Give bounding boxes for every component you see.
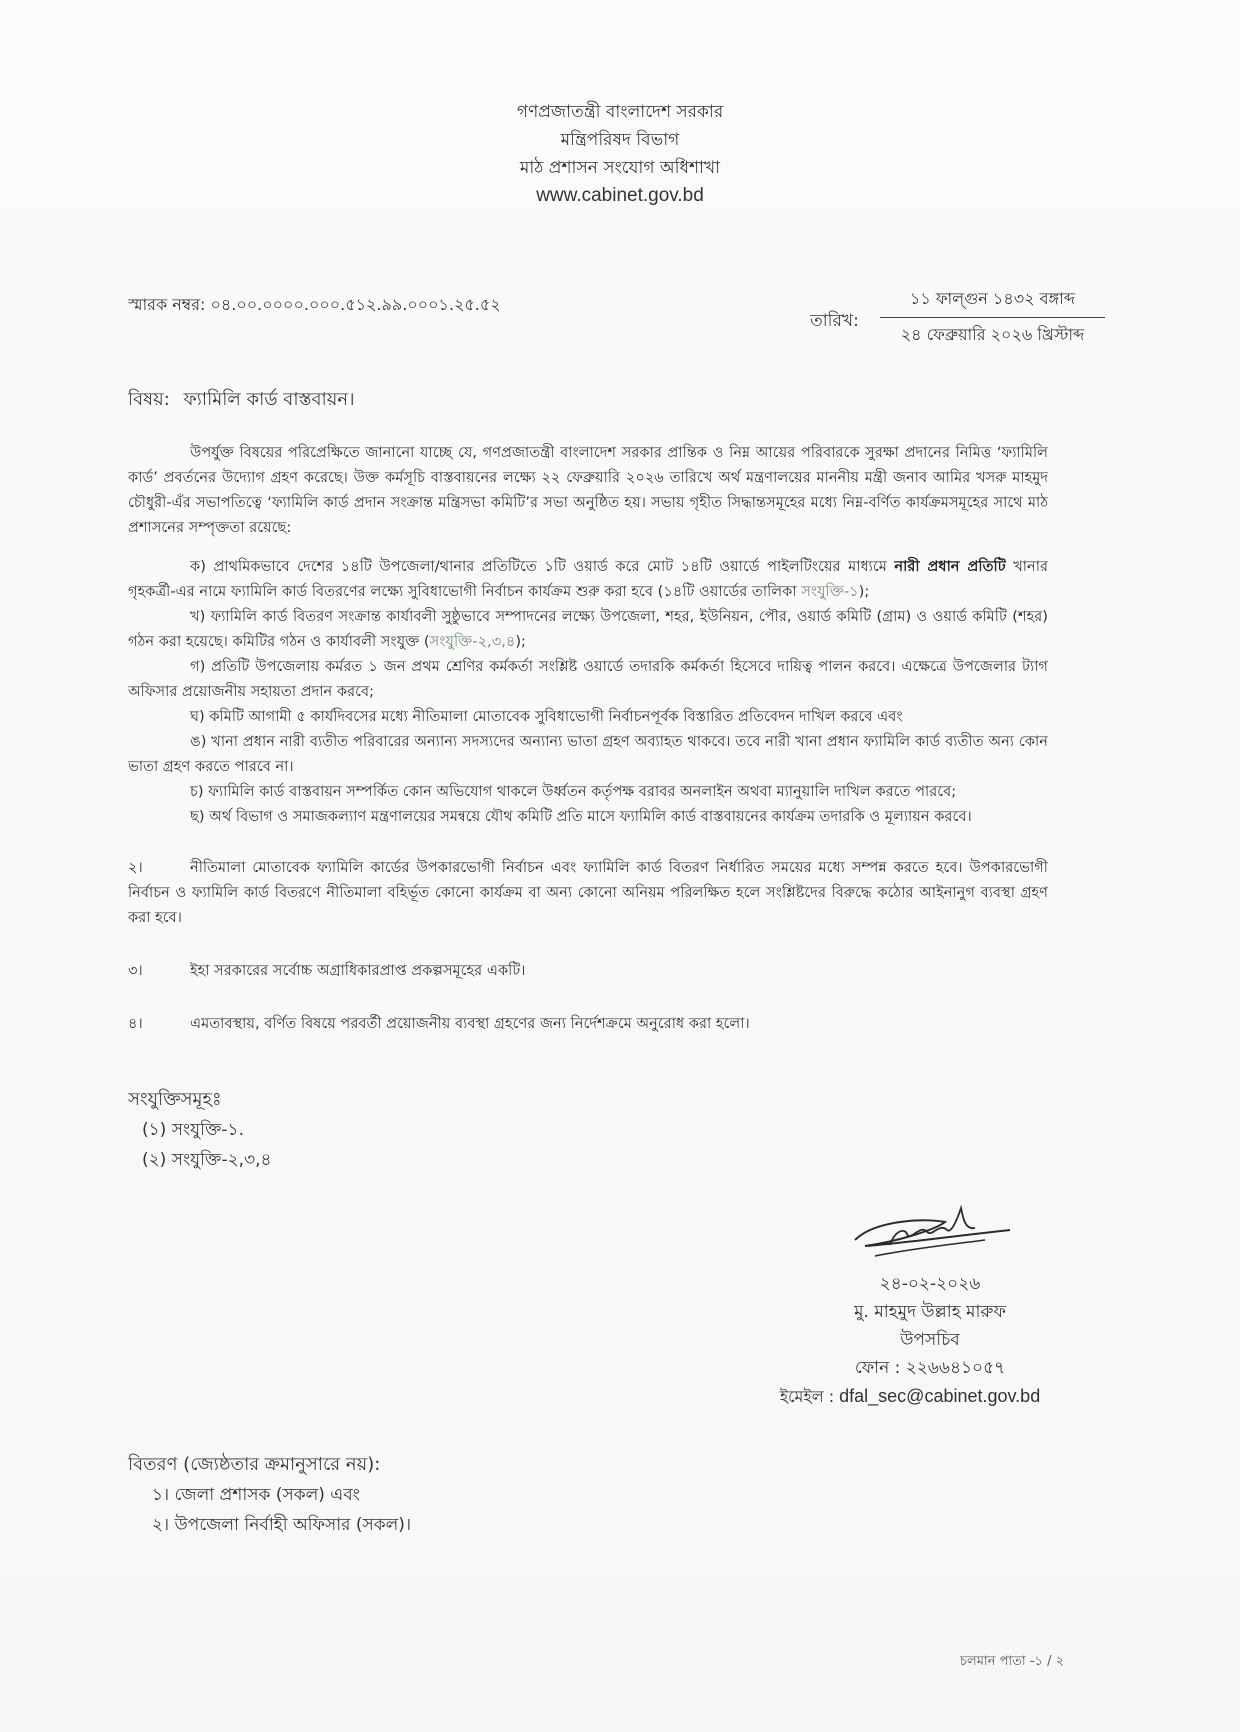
action-item: গ) প্রতিটি উপজেলায় কর্মরত ১ জন প্রথম শ্রেণির কর্মকর্তা সংশ্লিষ্ট ওয়ার্ডে তদারকি কর্মকর্তা হিসেবে দায়িত্ব পালন করবে। এক্ষেত্রে উপজেলার ট্যাগ অফিসার প্রয়োজনীয় সহায়তা প্রদান করবে; — [128, 658, 1048, 700]
subject-line — [128, 385, 355, 416]
attachments-section — [128, 1085, 272, 1175]
date-values — [880, 286, 1105, 349]
memo-number-row — [128, 292, 501, 319]
attachment-reference: সংযুক্তি-২,৩,৪ — [429, 633, 516, 650]
item-text: খ) ফ্যামিলি কার্ড বিতরণ সংক্রান্ত কার্যাবলী সুষ্ঠুভাবে সম্পাদনের লক্ষ্যে উপজেলা, শহর, ইউনিয়ন, পৌর, ওয়ার্ড কমিটি (গ্রাম) ও ওয়ার্ড কমিটি (শহর) গঠন করা হয়েছে। কমিটির গঠন ও কার্যাবলী সংযুক্ত ( — [128, 608, 1048, 650]
numbered-paragraph-4 — [128, 1011, 1048, 1036]
paragraph-number: ৪। — [128, 1015, 143, 1032]
paragraph-text: এমতাবস্থায়, বর্ণিত বিষয়ে পরবর্তী প্রয়োজনীয় ব্যবস্থা গ্রহণের জন্য নির্দেশক্রমে অনুরোধ করা হলো। — [190, 1015, 750, 1032]
action-item: চ) ফ্যামিলি কার্ড বাস্তবায়ন সম্পর্কিত কোন অভিযোগ থাকলে উর্ধ্বতন কর্তৃপক্ষ বরাবর অনলাইন অথবা ম্যানুয়ালি দাখিল করতে পারবে; — [190, 783, 957, 800]
email-line — [720, 1382, 1100, 1411]
date-label: তারিখ: — [810, 311, 859, 331]
subject-text: ফ্যামিলি কার্ড বাস্তবায়ন। — [183, 389, 355, 410]
distribution-section — [128, 1450, 411, 1540]
email-label: ইমেইল : — [779, 1387, 835, 1406]
email-address[interactable]: dfal_sec@cabinet.gov.bd — [839, 1386, 1041, 1406]
paragraph-text: ইহা সরকারের সর্বোচ্চ অগ্রাধিকারপ্রাপ্ত প্রকল্পসমূহের একটি। — [190, 962, 526, 979]
distribution-item: ২। উপজেলা নির্বাহী অফিসার (সকল)। — [152, 1515, 412, 1535]
letterhead — [0, 98, 1240, 210]
signature-block — [760, 1200, 1100, 1411]
signatory-designation: উপসচিব — [900, 1330, 960, 1350]
phone-line — [760, 1354, 1100, 1382]
signature-date: ২৪-০২-২০২৬ — [879, 1274, 981, 1294]
handwritten-signature-icon — [835, 1200, 1025, 1264]
action-item: ঙ) খানা প্রধান নারী ব্যতীত পরিবারের অন্যান্য সদস্যদের অন্যান্য ভাতা গ্রহণ অব্যাহত থাকবে। তবে নারী খানা প্রধান ফ্যামিলি কার্ড ব্যতীত অন্য কোন ভাতা গ্রহণ করতে পারবে না। — [128, 733, 1048, 775]
branch-name: মাঠ প্রশাসন সংযোগ অধিশাখা — [519, 158, 721, 178]
action-item: ঘ) কমিটি আগামী ৫ কার্যদিবসের মধ্যে নীতিমালা মোতাবেক সুবিধাভোগী নির্বাচনপূর্বক বিস্তারিত প্রতিবেদন দাখিল করবে এবং — [190, 708, 903, 725]
item-text: ); — [515, 633, 526, 650]
phone-label: ফোন : — [854, 1358, 901, 1378]
intro-paragraph: উপর্যুক্ত বিষয়ের পরিপ্রেক্ষিতে জানানো যাচ্ছে যে, গণপ্রজাতন্ত্রী বাংলাদেশ সরকার প্রান্তিক ও নিম্ন আয়ের পরিবারকে সুরক্ষা প্রদানের নিমিত্ত ‘ফ্যামিলি কার্ড’ প্রবর্তনের উদ্যোগ গ্রহণ করেছে। উক্ত কর্মসূচি বাস্তবায়নের লক্ষ্যে ২২ ফেব্রুয়ারি ২০২৬ তারিখে অর্থ মন্ত্রণালয়ের মাননীয় মন্ত্রী জনাব আমির খসরু মাহমুদ চৌধুরী-এঁর সভাপতিত্বে ‘ফ্যামিলি কার্ড প্রদান সংক্রান্ত মন্ত্রিসভা কমিটি’র সভা অনুষ্ঠিত হয়। সভায় গৃহীত সিদ্ধান্তসমূহের মধ্যে নিম্ন-বর্ণিত কার্যক্রমসমূহের সাথে মাঠ প্রশাসনের সম্পৃক্ততা রয়েছে: — [128, 444, 1048, 536]
action-item — [128, 604, 1048, 654]
bangla-date: ১১ ফাল্গুন ১৪৩২ বঙ্গাব্দ — [880, 286, 1105, 318]
item-text: খানার গৃহকর্ত্রী-এর নামে ফ্যামিলি কার্ড বিতরণের লক্ষ্যে সুবিধাভোগী নির্বাচন কার্যক্রম শুরু করা হবে (১৪টি ওয়ার্ডের তালিকা — [128, 558, 1048, 600]
attachments-heading: সংযুক্তিসমূহঃ — [128, 1089, 222, 1110]
numbered-paragraph-2 — [128, 855, 1048, 930]
paragraph-text: নীতিমালা মোতাবেক ফ্যামিলি কার্ডের উপকারভোগী নির্বাচন এবং ফ্যামিলি কার্ড বিতরণ নির্ধারিত সময়ের মধ্যে সম্পন্ন করতে হবে। উপকারভোগী নির্বাচন ও ফ্যামিলি কার্ড বিতরণে নীতিমালা বহির্ভূত কোনো কার্যক্রম বা অন্য কোনো অনিয়ম পরিলক্ষিত হলে সংশ্লিষ্টদের বিরুদ্ধে কঠোর আইনানুগ ব্যবস্থা গ্রহণ করা হবে। — [128, 859, 1048, 926]
paragraph-number: ২। — [128, 859, 143, 876]
item-emphasis: নারী প্রধান প্রতিটি — [894, 558, 1006, 575]
distribution-item: ১। জেলা প্রশাসক (সকল) এবং — [152, 1485, 360, 1505]
division-name: মন্ত্রিপরিষদ বিভাগ — [560, 130, 680, 150]
phone-number: ২২৬৬৪১০৫৭ — [905, 1358, 1006, 1378]
government-name: গণপ্রজাতন্ত্রী বাংলাদেশ সরকার — [516, 102, 724, 122]
letter-body — [128, 440, 1048, 1036]
action-items-list — [128, 554, 1048, 829]
numbered-paragraph-3 — [128, 958, 1048, 983]
memo-label: স্মারক নম্বর: — [128, 295, 206, 314]
subject-label: বিষয়: — [128, 389, 170, 410]
attachment-item: (১) সংযুক্তি-১. — [142, 1120, 244, 1140]
attachment-item: (২) সংযুক্তি-২,৩,৪ — [142, 1150, 272, 1170]
action-item — [128, 554, 1048, 604]
gregorian-date: ২৪ ফেব্রুয়ারি ২০২৬ খ্রিস্টাব্দ — [900, 325, 1085, 344]
attachment-reference: সংযুক্তি-১ — [801, 583, 859, 600]
page-indicator: চলমান পাতা -১ / ২ — [960, 1654, 1065, 1669]
item-text: ); — [858, 583, 870, 600]
paragraph-number: ৩। — [128, 962, 143, 979]
distribution-heading: বিতরণ (জ্যেষ্ঠতার ক্রমানুসারে নয়): — [128, 1454, 381, 1475]
signatory-name: মু. মাহমুদ উল্লাহ মারুফ — [854, 1302, 1006, 1322]
memo-number: ০৪.০০.০০০০.০০০.৫১২.৯৯.০০০১.২৫.৫২ — [210, 295, 501, 314]
item-text: ক) প্রাথমিকভাবে দেশের ১৪টি উপজেলা/থানার প্রতিটিতে ১টি ওয়ার্ড করে মোট ১৪টি ওয়ার্ডে পাইলটিংয়ের মাধ্যমে — [190, 558, 895, 575]
action-item: ছ) অর্থ বিভাগ ও সমাজকল্যাণ মন্ত্রণালয়ের সমন্বয়ে যৌথ কমিটি প্রতি মাসে ফ্যামিলি কার্ড বাস্তবায়নের কার্যক্রম তদারকি ও মূল্যায়ন করবে। — [190, 808, 972, 825]
website-link[interactable]: www.cabinet.gov.bd — [536, 185, 704, 206]
